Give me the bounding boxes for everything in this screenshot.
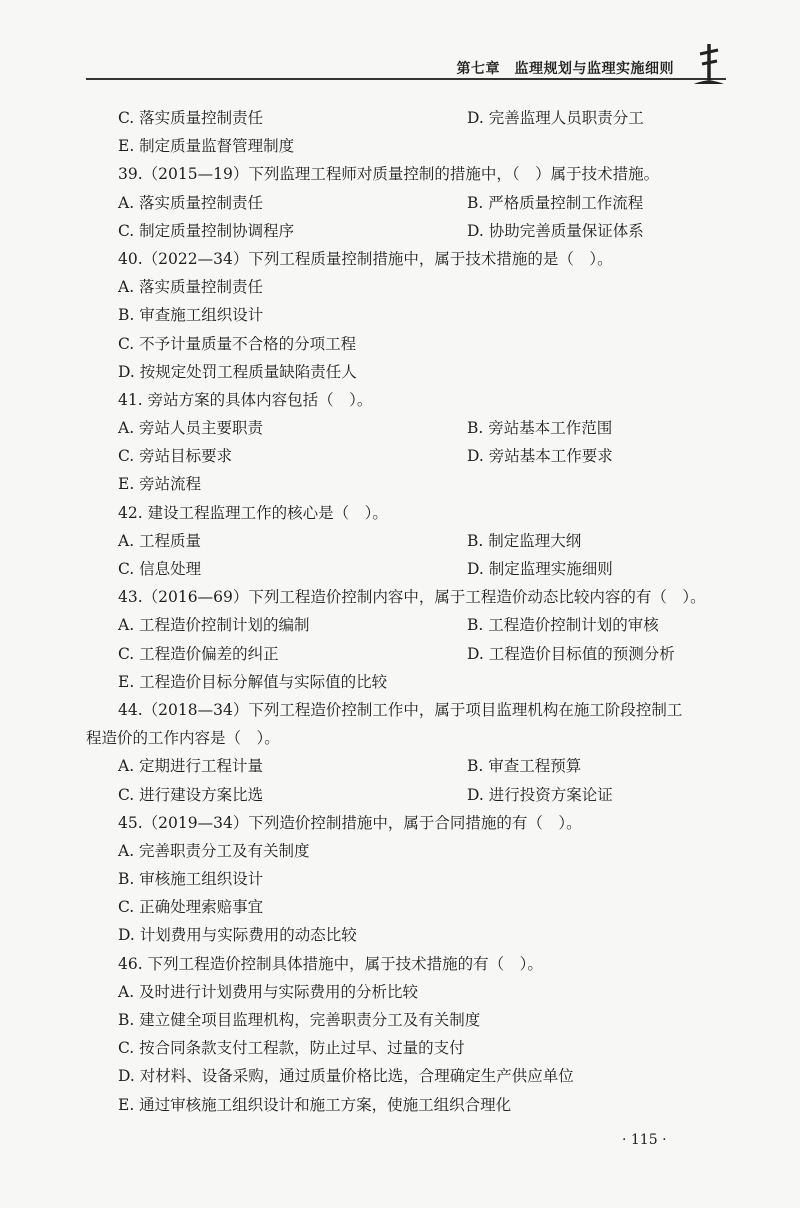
option-line: D. 计划费用与实际费用的动态比较 (118, 926, 357, 945)
option-row (86, 752, 706, 780)
option-line: D. 按规定处罚工程质量缺陷责任人 (118, 362, 357, 381)
option-left: C. 制定质量控制协调程序 (118, 221, 295, 240)
option-right: D. 制定监理实施细则 (467, 560, 613, 578)
option-right: B. 审查工程预算 (467, 757, 582, 776)
option-line: B. 审核施工组织设计 (118, 870, 264, 889)
question-stem: 45.（2019—34）下列造价控制措施中，属于合同措施的有（ ）。 (118, 813, 582, 832)
question-stem: 42. 建设工程监理工作的核心是（ ）。 (118, 503, 388, 522)
option-left: C. 工程造价偏差的纠正 (118, 644, 279, 663)
option-right: D. 协助完善质量保证体系 (467, 221, 644, 240)
option-right: D. 完善监理人员职责分工 (467, 109, 644, 127)
chapter-title: 第七章 监理规划与监理实施细则 (456, 61, 674, 77)
option-left: C. 旁站目标要求 (118, 447, 233, 466)
option-right: B. 工程造价控制计划的审核 (467, 616, 659, 635)
page-number: · 115 · (622, 1132, 667, 1148)
option-right: D. 工程造价目标值的预测分析 (467, 644, 675, 663)
option-row (86, 781, 706, 809)
option-left: A. 工程质量 (118, 531, 202, 550)
option-left: A. 旁站人员主要职责 (118, 419, 264, 438)
option-line: B. 审查施工组织设计 (118, 306, 264, 325)
option-line: C. 正确处理索赔事宜 (118, 898, 264, 917)
option-row (86, 189, 706, 217)
option-line: C. 按合同条款支付工程款，防止过早、过量的支付 (118, 1039, 465, 1058)
option-row (86, 527, 706, 555)
option-line: E. 工程造价目标分解值与实际值的比较 (118, 672, 388, 691)
option-left: A. 定期进行工程计量 (118, 757, 264, 776)
option-left: A. 工程造价控制计划的编制 (118, 616, 310, 635)
option-row (86, 442, 706, 470)
option-row (86, 640, 706, 668)
option-row (86, 414, 706, 442)
option-line: A. 及时进行计划费用与实际费用的分析比较 (118, 982, 419, 1001)
option-row (86, 217, 706, 245)
option-right: D. 进行投资方案论证 (467, 785, 613, 804)
option-left: C. 信息处理 (118, 560, 202, 578)
question-stem: 39.（2015—19）下列监理工程师对质量控制的措施中，（ ）属于技术措施。 (118, 165, 660, 184)
option-line: E. 旁站流程 (118, 475, 202, 494)
header-rule (86, 78, 726, 80)
question-stem: 46. 下列工程造价控制具体措施中，属于技术措施的有（ ）。 (118, 954, 543, 973)
question-list (86, 104, 706, 1119)
option-line: E. 制定质量监督管理制度 (118, 137, 295, 156)
option-left: C. 落实质量控制责任 (118, 109, 264, 127)
option-left: C. 进行建设方案比选 (118, 785, 264, 804)
option-right: B. 制定监理大纲 (467, 531, 582, 550)
question-stem: 44.（2018—34）下列工程造价控制工作中，属于项目监理机构在施工阶段控制工 (118, 700, 683, 719)
option-line: D. 对材料、设备采购，通过质量价格比选，合理确定生产供应单位 (118, 1067, 574, 1086)
option-row (86, 555, 706, 583)
option-line: B. 建立健全项目监理机构，完善职责分工及有关制度 (118, 1011, 481, 1029)
option-line: C. 不予计量质量不合格的分项工程 (118, 334, 357, 353)
option-right: B. 旁站基本工作范围 (467, 419, 613, 438)
tree-logo-icon (692, 40, 726, 86)
option-right: B. 严格质量控制工作流程 (467, 193, 644, 212)
option-left: A. 落实质量控制责任 (118, 193, 264, 212)
question-stem: 43.（2016—69）下列工程造价控制内容中，属于工程造价动态比较内容的有（ ）。 (118, 588, 706, 607)
option-row (86, 611, 706, 639)
question-stem: 41. 旁站方案的具体内容包括（ ）。 (118, 390, 373, 409)
option-line: A. 完善职责分工及有关制度 (118, 841, 310, 860)
option-row (86, 104, 706, 132)
question-stem-continuation: 程造价的工作内容是（ ）。 (86, 729, 280, 748)
page-header (86, 54, 726, 84)
option-line: A. 落实质量控制责任 (118, 278, 264, 297)
option-right: D. 旁站基本工作要求 (467, 447, 613, 466)
option-line: E. 通过审核施工组织设计和施工方案，使施工组织合理化 (118, 1095, 512, 1114)
question-stem: 40.（2022—34）下列工程质量控制措施中，属于技术措施的是（ ）。 (118, 249, 613, 268)
